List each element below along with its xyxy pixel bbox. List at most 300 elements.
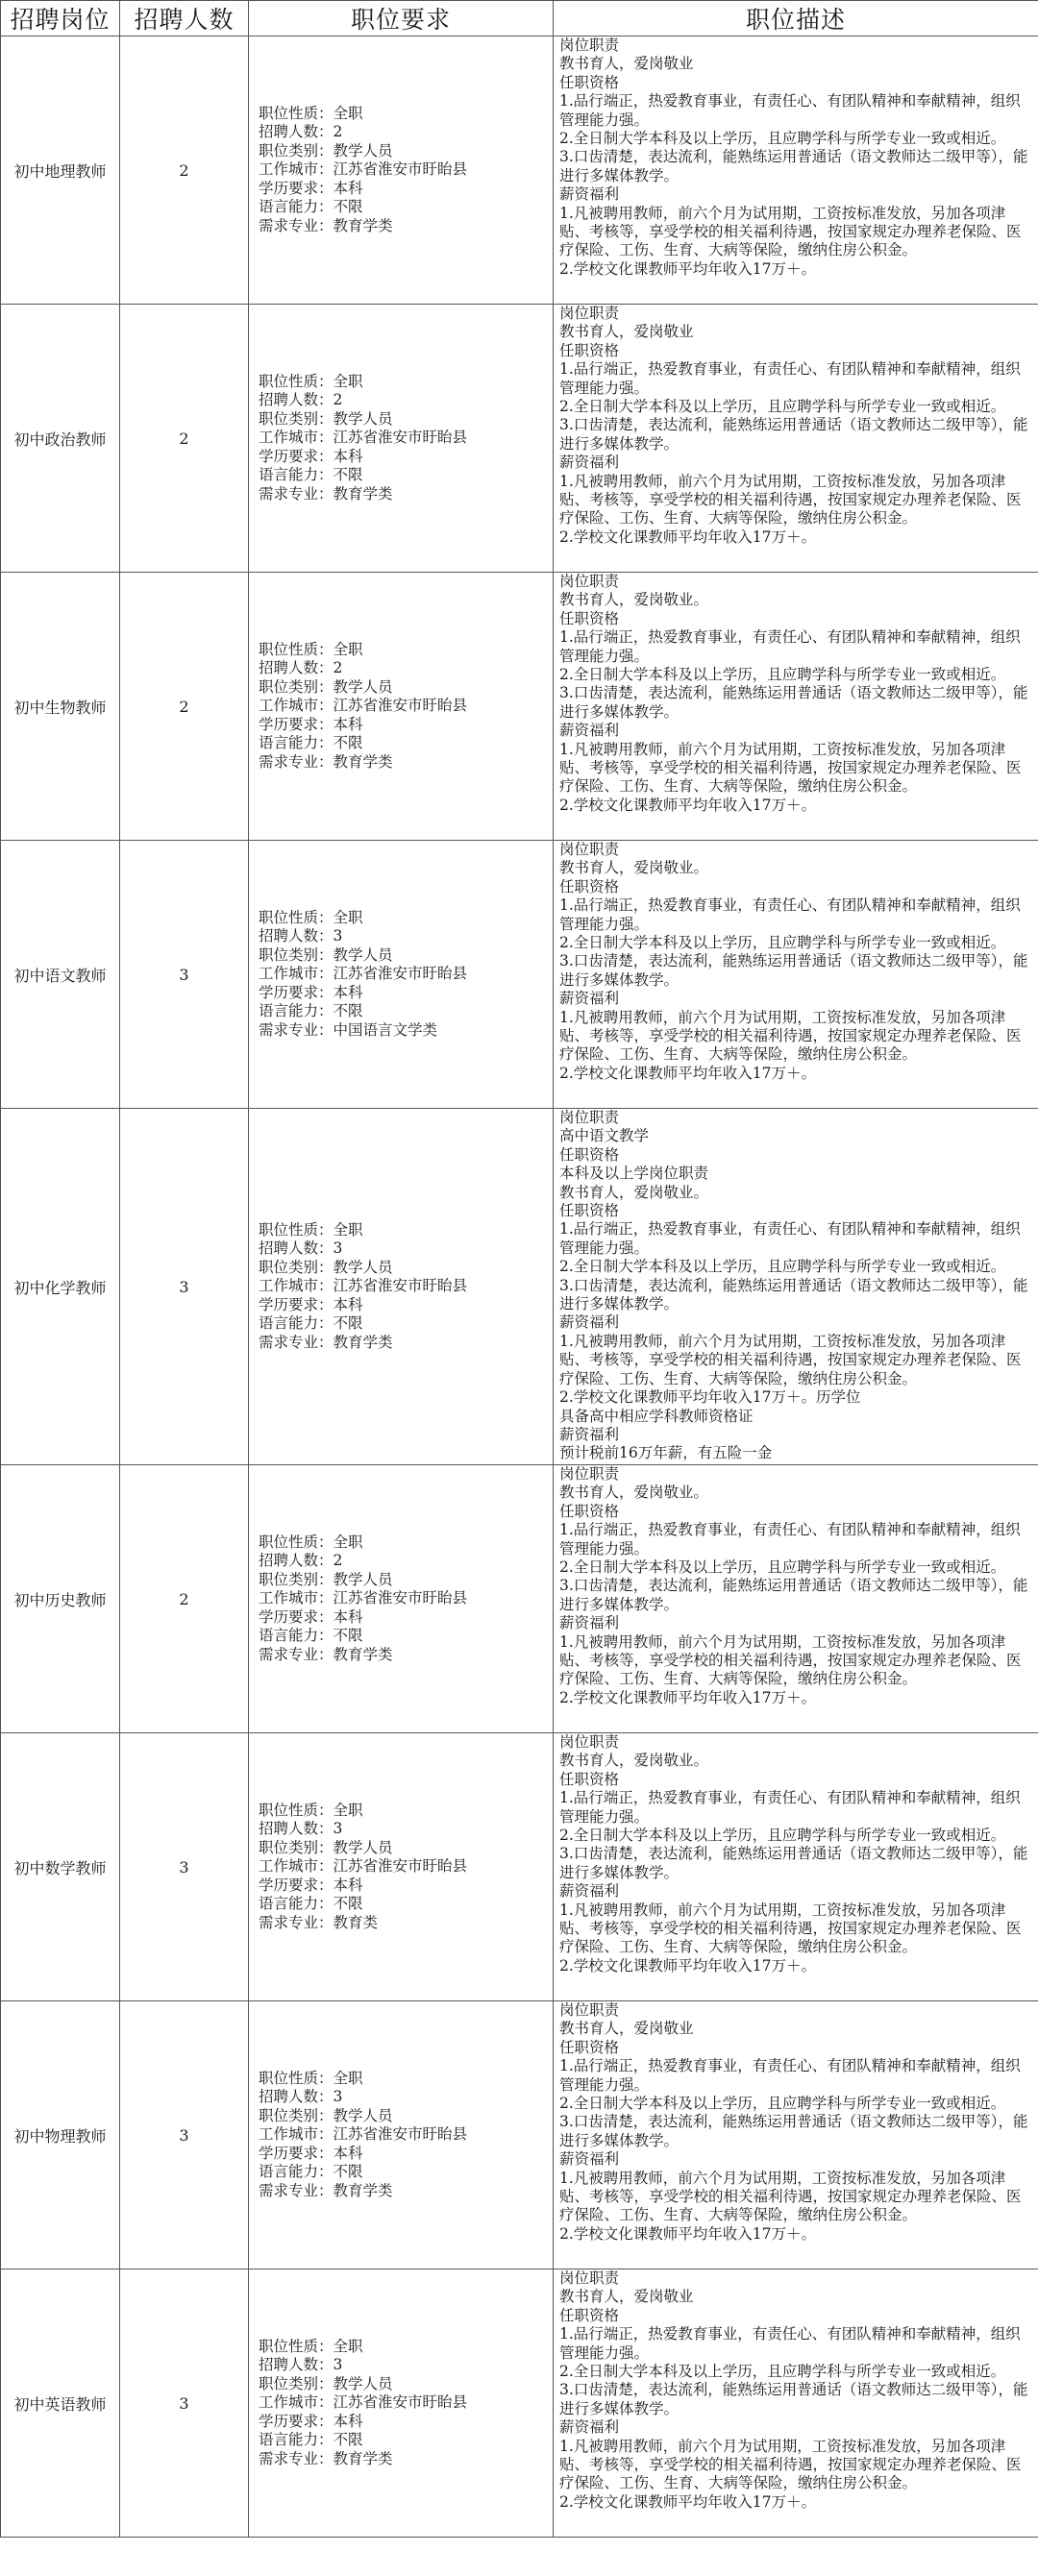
description-line: 2.全日制大学本科及以上学历，且应聘学科与所学专业一致或相近。 [559, 130, 1006, 148]
description-line: 岗位职责 [559, 305, 620, 322]
job-description [554, 1109, 1038, 1465]
requirement-value: 3 [333, 1820, 343, 1838]
job-headcount: 2 [120, 573, 249, 841]
requirement-value: 江苏省淮安市盱眙县 [333, 1277, 468, 1295]
requirement-label: 职位性质： [259, 1802, 334, 1820]
job-headcount: 2 [120, 1465, 249, 1733]
description-line: 岗位职责 [559, 37, 620, 54]
requirement-line [259, 1259, 553, 1277]
requirement-label: 需求专业： [259, 1913, 334, 1931]
requirement-line [259, 105, 553, 123]
description-line: 教书育人，爱岗敬业 [559, 323, 694, 341]
requirement-value: 江苏省淮安市盱眙县 [333, 429, 468, 447]
description-line: 任职资格 [559, 2306, 620, 2324]
requirement-label: 语言能力： [259, 2163, 334, 2181]
requirement-line [259, 946, 553, 965]
requirement-line [259, 909, 553, 927]
requirement-value: 3 [333, 2356, 343, 2374]
requirement-label: 需求专业： [259, 752, 334, 771]
requirement-value: 江苏省淮安市盱眙县 [333, 697, 468, 715]
requirement-value: 教学人员 [333, 2374, 393, 2392]
requirement-label: 招聘人数： [259, 2088, 334, 2106]
description-line: 薪资福利 [559, 1882, 620, 1901]
requirement-label: 工作城市： [259, 965, 334, 983]
description-line: 2.全日制大学本科及以上学历，且应聘学科与所学专业一致或相近。 [559, 1827, 1006, 1845]
requirement-label: 招聘人数： [259, 1552, 334, 1570]
requirement-label: 职位类别： [259, 677, 334, 696]
requirement-line [259, 753, 553, 772]
description-line: 岗位职责 [559, 1109, 620, 1126]
job-title: 初中化学教师 [1, 1109, 120, 1465]
requirement-line [259, 2145, 553, 2163]
job-headcount: 3 [120, 2001, 249, 2269]
requirement-label: 招聘人数： [259, 2356, 334, 2374]
job-title: 初中历史教师 [1, 1465, 120, 1733]
description-line: 1.凡被聘用教师，前六个月为试用期，工资按标准发放，另加各项津贴、考核等，享受学校的相关福利待遇，按国家规定办理养老保险、医疗保险、工伤、生育、大病等保险，缴纳住房公积金。 [559, 472, 1022, 527]
requirement-value: 本科 [333, 715, 363, 733]
description-line: 岗位职责 [559, 841, 620, 858]
requirement-value: 本科 [333, 983, 363, 1001]
requirement-value: 全职 [333, 2070, 363, 2088]
requirement-label: 学历要求： [259, 2412, 334, 2430]
description-line: 任职资格 [559, 1770, 620, 1788]
description-line: 3.口齿清楚，表达流利，能熟练运用普通话（语文教师达二级甲等），能进行多媒体教学。 [559, 416, 1028, 453]
requirement-value: 教学人员 [333, 409, 393, 428]
description-line: 教书育人，爱岗敬业。 [559, 1752, 709, 1770]
description-line: 教书育人，爱岗敬业。 [559, 1183, 709, 1201]
requirement-line [259, 1296, 553, 1314]
requirement-line [259, 160, 553, 179]
requirement-line [259, 2070, 553, 2088]
requirement-label: 语言能力： [259, 1895, 334, 1913]
requirement-value: 教学人员 [333, 1838, 393, 1856]
requirement-line [259, 678, 553, 697]
requirement-line [259, 1895, 553, 1913]
requirement-label: 需求专业： [259, 2181, 334, 2199]
requirement-label: 需求专业： [259, 1333, 334, 1351]
requirement-line [259, 2450, 553, 2468]
requirement-value: 教育学类 [333, 484, 393, 503]
requirement-value: 本科 [333, 2144, 363, 2162]
description-line: 薪资福利 [559, 2150, 620, 2169]
requirement-label: 职位性质： [259, 373, 334, 391]
description-line: 2.学校文化课教师平均年收入17万＋。 [559, 1064, 817, 1082]
requirement-label: 语言能力： [259, 466, 334, 484]
requirement-line [259, 2338, 553, 2356]
requirement-line [259, 2356, 553, 2374]
requirement-line [259, 217, 553, 235]
requirement-value: 中国语言文学类 [333, 1020, 438, 1039]
requirement-value: 江苏省淮安市盱眙县 [333, 2125, 468, 2144]
requirement-line [259, 2125, 553, 2144]
requirement-value: 不限 [333, 2163, 363, 2181]
requirement-label: 语言能力： [259, 198, 334, 216]
requirement-value: 本科 [333, 1295, 363, 1313]
description-line: 3.口齿清楚，表达流利，能熟练运用普通话（语文教师达二级甲等），能进行多媒体教学。 [559, 952, 1028, 989]
description-line: 岗位职责 [559, 2001, 620, 2019]
requirement-line [259, 1002, 553, 1020]
description-line: 教书育人，爱岗敬业。 [559, 1484, 709, 1502]
requirement-label: 学历要求： [259, 1295, 334, 1313]
job-headcount: 3 [120, 1109, 249, 1465]
description-line: 薪资福利 [559, 2418, 620, 2437]
requirement-value: 不限 [333, 466, 363, 484]
requirement-value: 教学人员 [333, 2106, 393, 2124]
requirement-line [259, 1589, 553, 1607]
requirement-label: 职位类别： [259, 409, 334, 428]
requirement-label: 工作城市： [259, 1277, 334, 1295]
description-line: 薪资福利 [559, 1425, 620, 1443]
description-line: 1.品行端正，热爱教育事业，有责任心、有团队精神和奉献精神，组织管理能力强。 [559, 628, 1021, 665]
job-description [554, 1733, 1038, 2001]
requirement-value: 江苏省淮安市盱眙县 [333, 1589, 468, 1607]
description-line: 教书育人，爱岗敬业 [559, 2020, 694, 2038]
description-line: 任职资格 [559, 73, 620, 91]
requirement-line [259, 2375, 553, 2393]
requirement-label: 工作城市： [259, 697, 334, 715]
description-line: 2.学校文化课教师平均年收入17万＋。 [559, 2492, 817, 2511]
job-title: 初中物理教师 [1, 2001, 120, 2269]
requirement-label: 语言能力： [259, 2431, 334, 2449]
description-line: 薪资福利 [559, 990, 620, 1008]
requirement-value: 教育学类 [333, 1645, 393, 1663]
requirement-value: 不限 [333, 734, 363, 752]
job-requirements [249, 305, 554, 573]
requirement-label: 招聘人数： [259, 1239, 334, 1258]
requirement-line [259, 659, 553, 677]
requirement-line [259, 1571, 553, 1589]
requirement-label: 职位性质： [259, 105, 334, 123]
requirement-line [259, 965, 553, 983]
requirement-label: 工作城市： [259, 1589, 334, 1607]
description-line: 2.全日制大学本科及以上学历，且应聘学科与所学专业一致或相近。 [559, 1558, 1006, 1577]
table-row [1, 841, 1038, 1109]
requirement-label: 招聘人数： [259, 659, 334, 677]
requirement-value: 本科 [333, 1607, 363, 1626]
requirement-value: 2 [333, 123, 343, 141]
requirement-value: 全职 [333, 105, 363, 123]
requirement-label: 学历要求： [259, 983, 334, 1001]
table-row [1, 1465, 1038, 1733]
description-line: 岗位职责 [559, 1733, 620, 1751]
requirement-line [259, 1857, 553, 1876]
description-line: 2.全日制大学本科及以上学历，且应聘学科与所学专业一致或相近。 [559, 2363, 1006, 2381]
description-line: 1.凡被聘用教师，前六个月为试用期，工资按标准发放，另加各项津贴、考核等，享受学校的相关福利待遇，按国家规定办理养老保险、医疗保险、工伤、生育、大病等保险，缴纳住房公积金。 [559, 2169, 1022, 2224]
description-line: 2.全日制大学本科及以上学历，且应聘学科与所学专业一致或相近。 [559, 398, 1006, 416]
description-line: 1.品行端正，热爱教育事业，有责任心、有团队精神和奉献精神，组织管理能力强。 [559, 1789, 1021, 1826]
requirement-line [259, 391, 553, 409]
requirement-line [259, 1646, 553, 1664]
requirement-value: 不限 [333, 1314, 363, 1333]
description-line: 岗位职责 [559, 573, 620, 590]
table-row [1, 2001, 1038, 2269]
description-line: 1.品行端正，热爱教育事业，有责任心、有团队精神和奉献精神，组织管理能力强。 [559, 2325, 1021, 2362]
requirement-value: 3 [333, 927, 343, 945]
requirement-label: 职位类别： [259, 945, 334, 964]
requirement-label: 职位性质： [259, 641, 334, 659]
description-line: 1.凡被聘用教师，前六个月为试用期，工资按标准发放，另加各项津贴、考核等，享受学校的相关福利待遇，按国家规定办理养老保险、医疗保险、工伤、生育、大病等保险，缴纳住房公积金。 [559, 2437, 1022, 2492]
description-line: 教书育人，爱岗敬业。 [559, 859, 709, 877]
description-line: 1.品行端正，热爱教育事业，有责任心、有团队精神和奉献精神，组织管理能力强。 [559, 1220, 1021, 1257]
requirement-line [259, 716, 553, 734]
requirement-value: 2 [333, 659, 343, 677]
requirement-label: 职位类别： [259, 1258, 334, 1276]
requirement-label: 需求专业： [259, 1020, 334, 1039]
requirement-label: 职位类别： [259, 2374, 334, 2392]
requirement-line [259, 1314, 553, 1333]
job-headcount: 2 [120, 305, 249, 573]
job-requirements [249, 37, 554, 305]
description-line: 高中语文教学 [559, 1127, 650, 1145]
requirement-line [259, 410, 553, 429]
requirement-line [259, 2393, 553, 2412]
job-title: 初中英语教师 [1, 2269, 120, 2538]
header-description: 职位描述 [554, 1, 1038, 37]
requirement-line [259, 697, 553, 715]
requirement-label: 职位类别： [259, 141, 334, 159]
requirement-value: 全职 [333, 1533, 363, 1552]
requirement-label: 职位类别： [259, 2106, 334, 2124]
requirement-label: 学历要求： [259, 2144, 334, 2162]
requirement-value: 教育学类 [333, 2181, 393, 2199]
requirement-line [259, 180, 553, 198]
requirement-line [259, 1839, 553, 1857]
requirement-line [259, 123, 553, 141]
job-requirements [249, 1733, 554, 2001]
description-line: 1.凡被聘用教师，前六个月为试用期，工资按标准发放，另加各项津贴、考核等，享受学校的相关福利待遇，按国家规定办理养老保险、医疗保险、工伤、生育、大病等保险，缴纳住房公积金。 [559, 1008, 1022, 1064]
description-line: 1.凡被聘用教师，前六个月为试用期，工资按标准发放，另加各项津贴、考核等，享受学校的相关福利待遇，按国家规定办理养老保险、医疗保险、工伤、生育、大病等保险，缴纳住房公积金。 [559, 1632, 1022, 1688]
requirement-line [259, 466, 553, 484]
description-line: 任职资格 [559, 2038, 620, 2056]
requirement-line [259, 1239, 553, 1258]
description-line: 1.品行端正，热爱教育事业，有责任心、有团队精神和奉献精神，组织管理能力强。 [559, 896, 1021, 933]
requirement-value: 教学人员 [333, 677, 393, 696]
description-line: 薪资福利 [559, 1313, 620, 1332]
requirement-value: 本科 [333, 2412, 363, 2430]
requirement-label: 需求专业： [259, 216, 334, 234]
description-line: 1.凡被聘用教师，前六个月为试用期，工资按标准发放，另加各项津贴、考核等，享受学校的相关福利待遇，按国家规定办理养老保险、医疗保险、工伤、生育、大病等保险，缴纳住房公积金。 [559, 204, 1022, 259]
description-line: 1.凡被聘用教师，前六个月为试用期，工资按标准发放，另加各项津贴、考核等，享受学校的相关福利待遇，按国家规定办理养老保险、医疗保险、工伤、生育、大病等保险，缴纳住房公积金。 [559, 1332, 1022, 1387]
requirement-value: 教育学类 [333, 752, 393, 771]
description-line: 任职资格 [559, 1145, 620, 1164]
requirement-label: 学历要求： [259, 179, 334, 197]
requirement-value: 江苏省淮安市盱眙县 [333, 160, 468, 179]
job-title: 初中数学教师 [1, 1733, 120, 2001]
job-description [554, 2001, 1038, 2269]
requirement-line [259, 1914, 553, 1932]
job-title: 初中政治教师 [1, 305, 120, 573]
job-headcount: 3 [120, 1733, 249, 2001]
requirement-line [259, 927, 553, 945]
requirement-line [259, 641, 553, 659]
job-description [554, 2269, 1038, 2538]
description-line: 1.品行端正，热爱教育事业，有责任心、有团队精神和奉献精神，组织管理能力强。 [559, 360, 1021, 397]
description-line: 3.口齿清楚，表达流利，能熟练运用普通话（语文教师达二级甲等），能进行多媒体教学。 [559, 684, 1028, 721]
requirement-value: 不限 [333, 1002, 363, 1020]
requirement-label: 招聘人数： [259, 927, 334, 945]
requirement-value: 本科 [333, 447, 363, 465]
requirement-label: 语言能力： [259, 1627, 334, 1645]
description-line: 3.口齿清楚，表达流利，能熟练运用普通话（语文教师达二级甲等），能进行多媒体教学。 [559, 1845, 1028, 1881]
requirement-value: 2 [333, 1552, 343, 1570]
header-requirements: 职位要求 [249, 1, 554, 37]
requirement-label: 招聘人数： [259, 391, 334, 409]
description-line: 2.学校文化课教师平均年收入17万＋。 [559, 259, 817, 278]
job-title: 初中地理教师 [1, 37, 120, 305]
requirement-line [259, 142, 553, 160]
description-line: 2.学校文化课教师平均年收入17万＋。 [559, 527, 817, 546]
requirement-line [259, 448, 553, 466]
requirement-value: 全职 [333, 373, 363, 391]
description-line: 任职资格 [559, 1502, 620, 1520]
requirement-label: 职位性质： [259, 2338, 334, 2356]
requirement-value: 3 [333, 1239, 343, 1258]
description-line: 岗位职责 [559, 1465, 620, 1483]
requirement-label: 学历要求： [259, 447, 334, 465]
requirement-label: 语言能力： [259, 734, 334, 752]
requirement-line [259, 1820, 553, 1838]
requirement-label: 工作城市： [259, 2125, 334, 2144]
requirement-line [259, 485, 553, 503]
requirement-label: 职位性质： [259, 909, 334, 927]
job-requirements [249, 1465, 554, 1733]
requirement-label: 语言能力： [259, 1002, 334, 1020]
description-line: 3.口齿清楚，表达流利，能熟练运用普通话（语文教师达二级甲等），能进行多媒体教学。 [559, 1577, 1028, 1613]
job-headcount: 3 [120, 841, 249, 1109]
table-row [1, 1109, 1038, 1465]
job-headcount: 3 [120, 2269, 249, 2538]
description-line: 2.学校文化课教师平均年收入17万＋。 [559, 1956, 817, 1975]
requirement-value: 全职 [333, 1802, 363, 1820]
job-rows [1, 37, 1038, 2538]
requirement-value: 3 [333, 2088, 343, 2106]
description-line: 教书育人，爱岗敬业 [559, 55, 694, 73]
requirement-value: 教育类 [333, 1913, 379, 1931]
requirement-value: 教育学类 [333, 216, 393, 234]
description-line: 3.口齿清楚，表达流利，能熟练运用普通话（语文教师达二级甲等），能进行多媒体教学。 [559, 148, 1028, 184]
job-requirements [249, 841, 554, 1109]
description-line: 2.学校文化课教师平均年收入17万＋。历学位 [559, 1388, 861, 1407]
requirement-value: 本科 [333, 179, 363, 197]
requirement-label: 职位性质： [259, 2070, 334, 2088]
description-line: 2.学校文化课教师平均年收入17万＋。 [559, 796, 817, 814]
description-line: 薪资福利 [559, 185, 620, 204]
requirement-line [259, 429, 553, 447]
description-line: 1.品行端正，热爱教育事业，有责任心、有团队精神和奉献精神，组织管理能力强。 [559, 2057, 1021, 2094]
job-description [554, 841, 1038, 1109]
requirement-value: 全职 [333, 2338, 363, 2356]
requirement-line [259, 2431, 553, 2449]
job-description [554, 573, 1038, 841]
requirement-line [259, 1533, 553, 1552]
requirement-value: 不限 [333, 2431, 363, 2449]
description-line: 预计税前16万年薪，有五险一金 [559, 1444, 773, 1462]
requirement-value: 教学人员 [333, 1258, 393, 1276]
description-line: 1.凡被聘用教师，前六个月为试用期，工资按标准发放，另加各项津贴、考核等，享受学校的相关福利待遇，按国家规定办理养老保险、医疗保险、工伤、生育、大病等保险，缴纳住房公积金。 [559, 1901, 1022, 1956]
requirement-line [259, 734, 553, 752]
requirement-line [259, 2088, 553, 2106]
requirement-label: 学历要求： [259, 715, 334, 733]
requirement-value: 全职 [333, 909, 363, 927]
requirement-value: 全职 [333, 1221, 363, 1239]
requirement-line [259, 1802, 553, 1820]
description-line: 薪资福利 [559, 454, 620, 472]
description-line: 任职资格 [559, 1202, 620, 1220]
description-line: 岗位职责 [559, 2269, 620, 2287]
requirement-label: 需求专业： [259, 1645, 334, 1663]
requirement-label: 工作城市： [259, 2393, 334, 2412]
description-line: 本科及以上学岗位职责 [559, 1165, 709, 1183]
job-description [554, 37, 1038, 305]
job-description [554, 1465, 1038, 1733]
requirement-label: 职位类别： [259, 1570, 334, 1588]
description-line: 教书育人，爱岗敬业。 [559, 591, 709, 609]
requirement-value: 江苏省淮安市盱眙县 [333, 965, 468, 983]
requirement-label: 工作城市： [259, 1857, 334, 1876]
requirement-label: 招聘人数： [259, 1820, 334, 1838]
job-requirements [249, 573, 554, 841]
requirement-line [259, 1221, 553, 1239]
requirement-value: 教学人员 [333, 945, 393, 964]
description-line: 薪资福利 [559, 722, 620, 740]
table-row [1, 37, 1038, 305]
requirement-label: 职位性质： [259, 1221, 334, 1239]
job-requirements [249, 1109, 554, 1465]
requirement-value: 本科 [333, 1876, 363, 1894]
job-requirements [249, 2001, 554, 2269]
requirement-value: 不限 [333, 1627, 363, 1645]
job-requirements [249, 2269, 554, 2538]
description-line: 1.凡被聘用教师，前六个月为试用期，工资按标准发放，另加各项津贴、考核等，享受学校的相关福利待遇，按国家规定办理养老保险、医疗保险、工伤、生育、大病等保险，缴纳住房公积金。 [559, 740, 1022, 796]
requirement-value: 江苏省淮安市盱眙县 [333, 2393, 468, 2412]
requirement-label: 语言能力： [259, 1314, 334, 1333]
header-headcount: 招聘人数 [120, 1, 249, 37]
description-line: 2.学校文化课教师平均年收入17万＋。 [559, 2224, 817, 2243]
requirement-line [259, 373, 553, 391]
requirement-value: 江苏省淮安市盱眙县 [333, 1857, 468, 1876]
requirement-value: 不限 [333, 198, 363, 216]
requirement-value: 教育学类 [333, 2449, 393, 2467]
table-row [1, 1733, 1038, 2001]
requirement-line [259, 1277, 553, 1295]
job-title: 初中生物教师 [1, 573, 120, 841]
description-line: 1.品行端正，热爱教育事业，有责任心、有团队精神和奉献精神，组织管理能力强。 [559, 1521, 1021, 1558]
job-description [554, 305, 1038, 573]
requirement-line [259, 1608, 553, 1627]
requirement-value: 不限 [333, 1895, 363, 1913]
requirement-value: 教学人员 [333, 141, 393, 159]
requirement-label: 需求专业： [259, 484, 334, 503]
requirement-line [259, 2182, 553, 2200]
description-line: 2.全日制大学本科及以上学历，且应聘学科与所学专业一致或相近。 [559, 934, 1006, 952]
description-line: 任职资格 [559, 341, 620, 359]
requirement-value: 教育学类 [333, 1333, 393, 1351]
requirement-line [259, 984, 553, 1002]
requirement-label: 需求专业： [259, 2449, 334, 2467]
requirement-line [259, 1021, 553, 1040]
requirement-label: 职位类别： [259, 1838, 334, 1856]
description-line: 2.全日制大学本科及以上学历，且应聘学科与所学专业一致或相近。 [559, 2095, 1006, 2113]
description-line: 3.口齿清楚，表达流利，能熟练运用普通话（语文教师达二级甲等），能进行多媒体教学。 [559, 1276, 1028, 1313]
requirement-label: 学历要求： [259, 1607, 334, 1626]
description-line: 3.口齿清楚，表达流利，能熟练运用普通话（语文教师达二级甲等），能进行多媒体教学。 [559, 2113, 1028, 2149]
table-header-row [1, 1, 1038, 37]
requirement-value: 全职 [333, 641, 363, 659]
requirement-value: 2 [333, 391, 343, 409]
requirement-line [259, 1334, 553, 1352]
description-line: 2.学校文化课教师平均年收入17万＋。 [559, 1688, 817, 1706]
description-line: 教书育人，爱岗敬业 [559, 2288, 694, 2306]
